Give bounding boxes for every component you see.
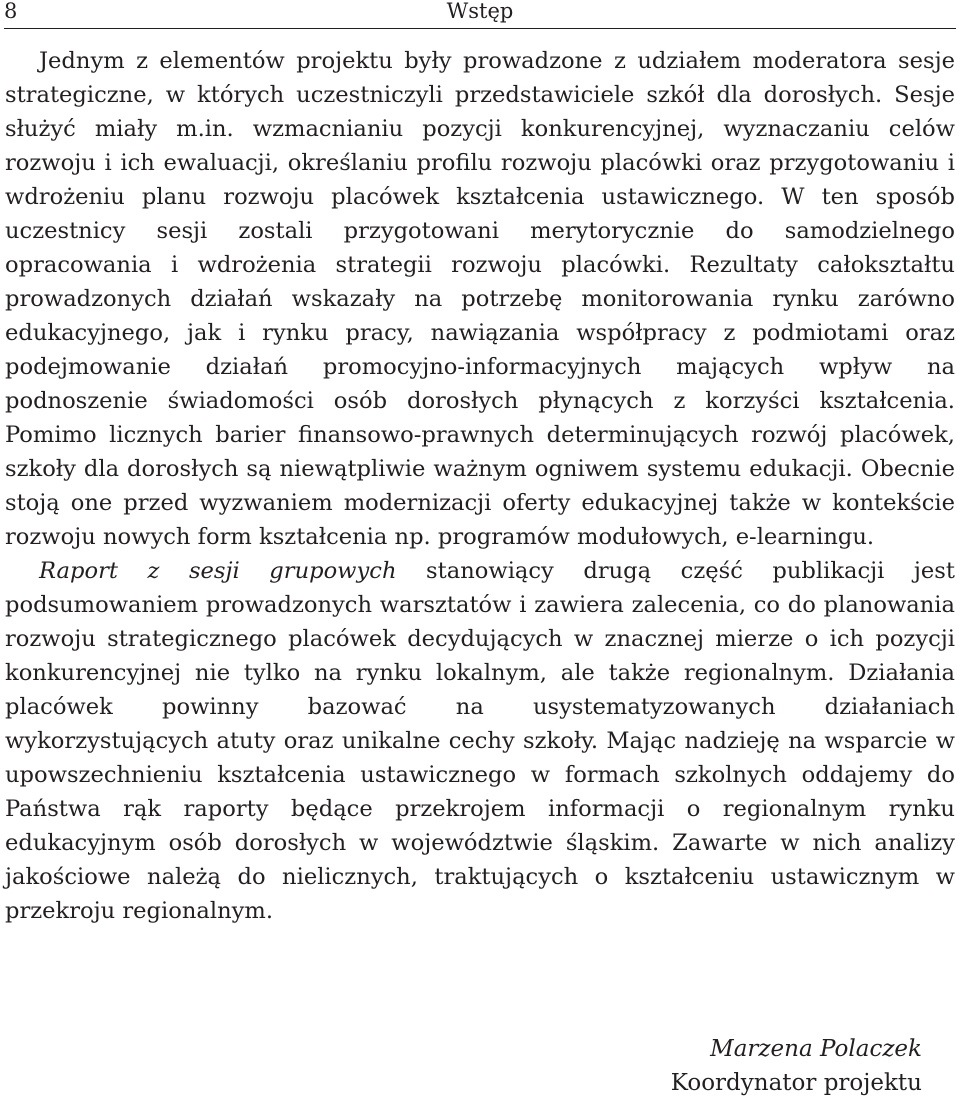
signature-role: Koordynator projektu (670, 1070, 922, 1096)
report-title: Raport z sesji grupowych (39, 558, 397, 584)
signature (671, 1032, 922, 1100)
signature-name: Marzena Polaczek (710, 1036, 922, 1062)
paragraph-2 (5, 554, 955, 928)
page-number: 8 (4, 0, 18, 23)
page-header (4, 0, 956, 29)
body-text (5, 44, 955, 928)
paragraph-2-text: stanowiący drugą część publikacji jest podsumowaniem prowadzonych warsztatów i zawiera zalecenia, co do planowania rozwoju strategicznego placówek decydujących w znacznej mierze o ich pozycji konkurencyjnej nie tylko na rynku lokalnym, ale także regionalnym. Działania placówek powinny bazować na usystematyzowanych działaniach wykorzystujących atuty oraz unikalne cechy szkoły. Mając nadzieję na wsparcie w upowszechnieniu kształcenia ustawicznego w formach szkolnych oddajemy do Państwa rąk raporty będące przekrojem informacji o regionalnym rynku edukacyjnym osób dorosłych w województwie śląskim. Zawarte w nich analizy jakościowe należą do nielicznych, traktujących o kształceniu ustawicznym w przekroju regionalnym. (5, 558, 955, 924)
paragraph-1: Jednym z elementów projektu były prowadzone z udziałem moderatora sesje strategiczne, w których uczestniczyli przedstawiciele szkół dla dorosłych. Sesje służyć miały m.in. wzmacnianiu pozycji konkurencyjnej, wyznaczaniu celów rozwoju i ich ewaluacji, określaniu profilu rozwoju placówki oraz przygotowaniu i wdrożeniu planu rozwoju placówek kształcenia ustawicznego. W ten sposób uczestnicy sesji zostali przygotowani merytorycznie do samodzielnego opracowania i wdrożenia strategii rozwoju placówki. Rezultaty całokształtu prowadzonych działań wskazały na potrzebę monitorowania rynku zarówno edukacyjnego, jak i rynku pracy, nawiązania współpracy z podmiotami oraz podejmowanie działań promocyjno-informacyjnych mających wpływ na podnoszenie świadomości osób dorosłych płynących z korzyści kształcenia. Pomimo licznych barier finansowo-prawnych determinujących rozwój placówek, szkoły dla dorosłych są niewątpliwie ważnym ogniwem systemu edukacji. Obecnie stoją one przed wyzwaniem modernizacji oferty edukacyjnej także w kontekście rozwoju nowych form kształcenia np. programów modułowych, e-learningu. (5, 48, 955, 550)
running-head: Wstęp (446, 0, 514, 23)
